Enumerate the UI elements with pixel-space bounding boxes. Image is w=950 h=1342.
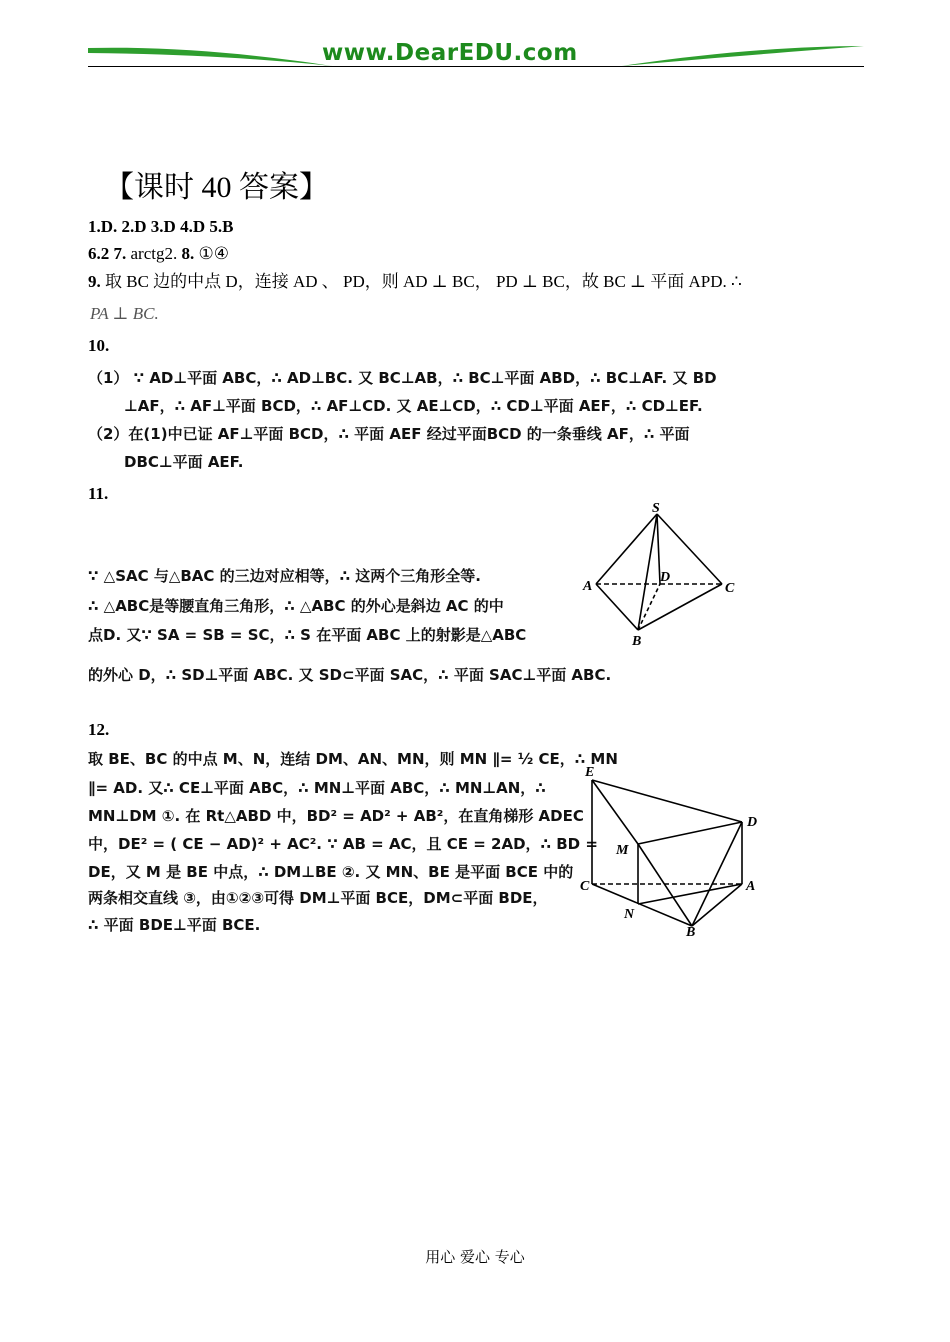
q12-line-5: DE，又 M 是 BE 中点，∴ DM⊥BE ②. 又 MN、BE 是平面 BCE 中的 xyxy=(88,863,574,881)
q9-line-2: PA ⊥ BC. xyxy=(90,304,159,323)
q11-line-4: 的外心 D，∴ SD⊥平面 ABC. 又 SD⊂平面 SAC，∴ 平面 SAC⊥平面 ABC. xyxy=(88,666,612,684)
q11-label-d: D xyxy=(660,570,671,585)
answers-6-7-label: 6.2 7. xyxy=(88,244,127,263)
q11-pyramid-figure xyxy=(580,500,750,650)
page-footer: 用心 爱心 专心 xyxy=(425,1248,525,1266)
q12-label-b: B xyxy=(686,925,696,940)
site-logo: www.DearEDU.com xyxy=(322,40,578,66)
q11-number: 11. xyxy=(88,484,109,503)
q10-line-2: ⊥AF，∴ AF⊥平面 BCD，∴ AF⊥CD. 又 AE⊥CD，∴ CD⊥平面 AEF，∴ CD⊥EF. xyxy=(124,397,703,415)
q11-line-1: ∵ △SAC 与△BAC 的三边对应相等，∴ 这两个三角形全等. xyxy=(88,567,482,585)
q12-line-2: ∥= AD. 又∴ CE⊥平面 ABC，∴ MN⊥平面 ABC，∴ MN⊥AN，∴ xyxy=(88,779,546,797)
page-title: 【课时 40 答案】 xyxy=(104,171,329,204)
q12-label-n: N xyxy=(624,907,635,922)
q12-label-d: D xyxy=(747,815,758,830)
answers-line-1: 1.D. 2.D 3.D 4.D 5.B xyxy=(88,217,234,236)
q10-line-1: （1） ∵ AD⊥平面 ABC，∴ AD⊥BC. 又 BC⊥AB，∴ BC⊥平面 ABD，∴ BC⊥AF. 又 BD xyxy=(88,369,717,387)
q9-number: 9. xyxy=(88,272,101,291)
q12-line-4: 中，DE² = ( CE − AD)² + AC². ∵ AB = AC，且 CE = 2AD，∴ BD = xyxy=(88,835,598,853)
q9-text-1: 取 BC 边的中点 D，连接 AD 、 PD，则 AD ⊥ BC， PD ⊥ BC，故 BC ⊥ 平面 APD. ∴ xyxy=(100,272,742,291)
q12-label-e: E xyxy=(585,765,595,780)
q9-line-1 xyxy=(88,270,742,294)
q12-number: 12. xyxy=(88,720,110,739)
q12-prism-figure xyxy=(580,758,772,940)
q12-line-6: 两条相交直线 ③，由①②③可得 DM⊥平面 BCE，DM⊂平面 BDE， xyxy=(88,889,548,907)
q11-line-3: 点D. 又∵ SA = SB = SC，∴ S 在平面 ABC 上的射影是△ABC xyxy=(88,626,527,644)
q11-label-b: B xyxy=(632,634,642,649)
answer-8-label: 8. xyxy=(181,244,195,263)
q10-line-4: DBC⊥平面 AEF. xyxy=(124,453,244,471)
header-rule xyxy=(88,66,864,67)
q12-line-7: ∴ 平面 BDE⊥平面 BCE. xyxy=(88,916,261,934)
q11-label-c: C xyxy=(725,581,735,596)
q12-line-1: 取 BE、BC 的中点 M、N，连结 DM、AN、MN，则 MN ∥= ½ CE，∴ MN xyxy=(88,750,618,768)
q10-line-3: （2）在(1)中已证 AF⊥平面 BCD，∴ 平面 AEF 经过平面BCD 的一条垂线 AF，∴ 平面 xyxy=(88,425,690,443)
q10-number: 10. xyxy=(88,336,110,355)
q11-label-a: A xyxy=(583,579,593,594)
answers-line-2 xyxy=(88,242,229,266)
answer-8-value: ①④ xyxy=(194,244,229,263)
answer-7-value: arctg2. xyxy=(126,244,182,263)
q12-line-3: MN⊥DM ①. 在 Rt△ABD 中，BD² = AD² + AB²，在直角梯形 ADEC xyxy=(88,807,584,825)
q11-label-s: S xyxy=(652,501,660,516)
q11-line-2: ∴ △ABC是等腰直角三角形，∴ △ABC 的外心是斜边 AC 的中 xyxy=(88,597,504,615)
q12-label-c: C xyxy=(580,879,590,894)
q12-label-m: M xyxy=(616,843,629,858)
q12-label-a: A xyxy=(746,879,756,894)
